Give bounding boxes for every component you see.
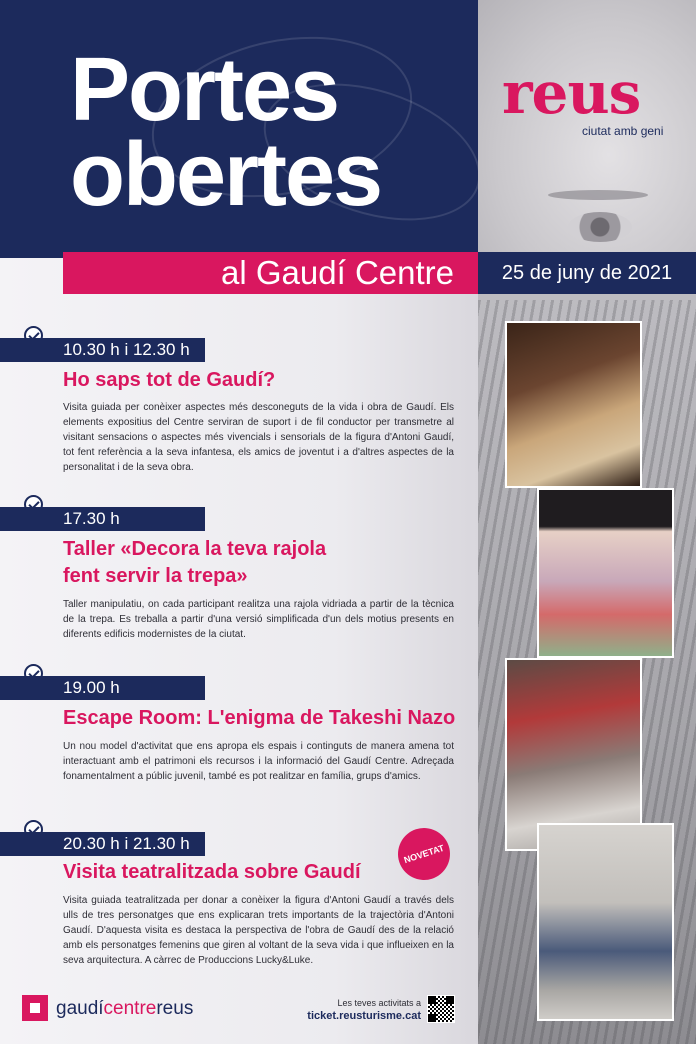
event-title: Escape Room: L'enigma de Takeshi Nazo: [63, 707, 456, 729]
event-title: Ho saps tot de Gaudí?: [63, 369, 276, 391]
ticket-url[interactable]: ticket.reusturisme.cat: [307, 1010, 421, 1022]
time-band: [0, 832, 205, 856]
gaudi-centre-logo-icon: [22, 995, 48, 1021]
portrait-eye: [568, 212, 632, 242]
date-band: [478, 252, 696, 294]
photo-theatre-visit: [537, 823, 674, 1021]
event-description: Taller manipulatiu, on cada participant realitza una rajola vidriada a partir de la tècnica de la trepa. Es treballa a partir d'una versió simplificada d'un dels motius presents en diferents edificis modernistes de la ciutat.: [63, 599, 454, 640]
event-title: Visita teatralitzada sobre Gaudí: [63, 861, 361, 883]
event-title-line-1: Taller «Decora la teva rajola: [63, 538, 327, 560]
brand-part-3: reus: [156, 998, 194, 1019]
event-time: 20.30 h i 21.30 h: [63, 834, 190, 853]
brand-part-1: gaudí: [56, 998, 104, 1019]
brand-part-2: centre: [103, 998, 157, 1019]
time-band: [0, 507, 205, 531]
gaudi-centre-brand: [56, 998, 193, 1020]
event-time: 17.30 h: [63, 509, 120, 528]
event-time: 10.30 h i 12.30 h: [63, 340, 190, 359]
event-date: 25 de juny de 2021: [501, 262, 673, 284]
reus-logo: reus: [502, 59, 641, 127]
title-line-1: Portes: [70, 40, 339, 140]
event-description: Un nou model d'activitat que ens apropa els espais i continguts de manera amena tot interactuant amb el patrimoni els recursos i la informació del Gaudí Centre. Adreçada fonamentalment a públic juvenil, també es pot realitzar en família, grups d'amics.: [63, 741, 454, 782]
time-band: [0, 338, 205, 362]
title-line-2: obertes: [70, 125, 382, 225]
portrait-brow: [548, 190, 648, 200]
badge-label: NOVETAT: [402, 842, 446, 866]
photo-tile-workshop: [537, 488, 674, 658]
photo-exhibit-box: [505, 321, 642, 488]
event-description: Visita guiada per conèixer aspectes més desconeguts de la vida i obra de Gaudí. Els elements expositius del Centre serviran de suport i de fil conductor per transmetre al visitant sensacions o aspectes més vivencials i sensorials de la figura d'Antoni Gaudí, tot fent referència a la seva infantesa, els amics de joventut i a d'altres aspectes de la personalitat i de la seva obra.: [63, 402, 454, 473]
event-title-line-2: fent servir la trepa»: [63, 565, 248, 587]
subtitle-band: [63, 252, 478, 294]
subtitle: al Gaudí Centre: [221, 254, 454, 291]
header-panel: [0, 0, 478, 258]
event-time: 19.00 h: [63, 678, 120, 697]
activities-text: Les teves activitats a: [337, 998, 421, 1008]
qr-code-icon[interactable]: [427, 995, 455, 1023]
time-band: [0, 676, 205, 700]
reus-tagline: ciutat amb geni: [582, 124, 664, 138]
event-description: Visita guiada teatralitzada per donar a conèixer la figura d'Antoni Gaudí a través dels ulls de tres personatges que ens explicaran trets importants de la trajectòria d'Antoni Gaudí. D'aquesta visita es destaca la perspectiva de l'obra de Gaudí des de la relació amb els personatges femenins que giren al voltant de la seva vida i que influeixen en la seva arquitectura. A càrrec de Produccions Lucky&Luke.: [63, 895, 454, 966]
